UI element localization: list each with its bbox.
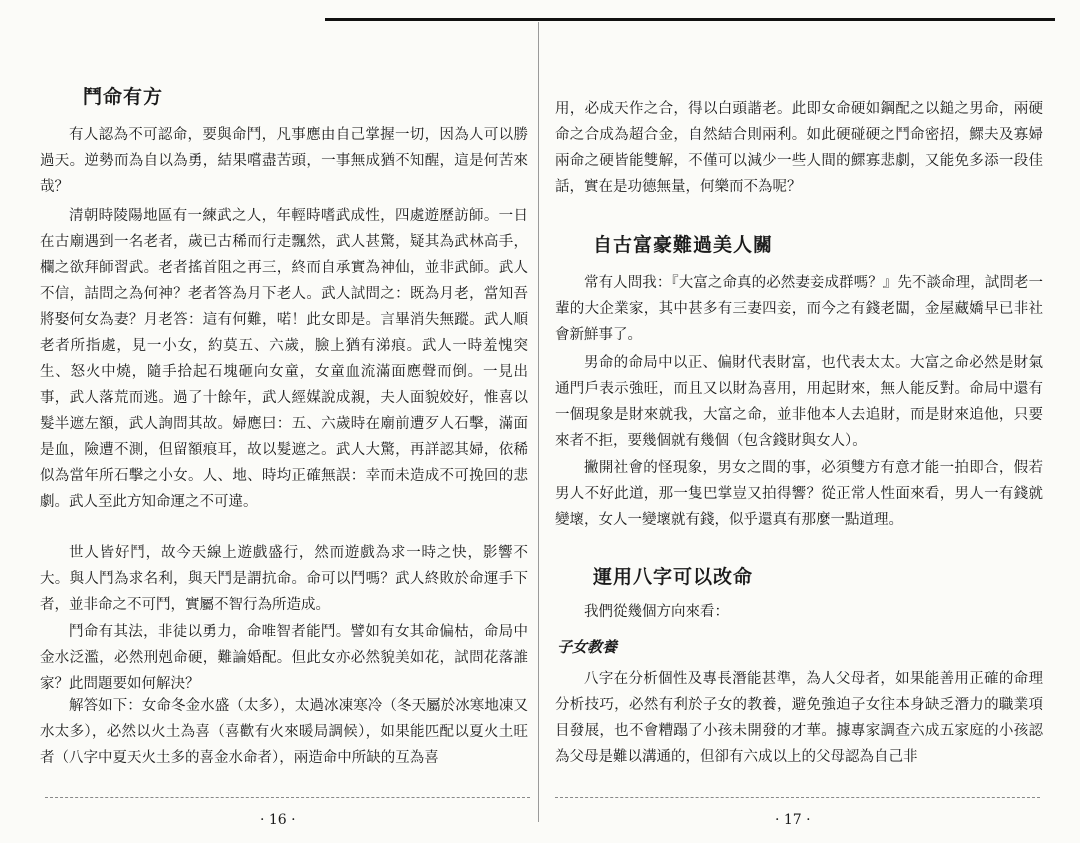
section1-paragraph-1: 常有人問我：『大富之命真的必然妻妾成群嗎？』先不談命理，試問老一輩的大企業家，其中甚多有三妻四妾，而今之有錢老闆，金屋藏嬌早已非社會新鮮事了。: [555, 275, 1043, 343]
left-paragraph-5: 解答如下：女命冬金水盛（太多），太過冰凍寒冷（冬天屬於冰寒地凍又水太多），必然以火土為喜（喜歡有火來暖局調候），如果能匹配以夏火土旺者（八字中夏天火土多的喜金水命者），兩造命中所缺的互為喜: [40, 698, 528, 766]
left-paragraph-2: 清朝時陵陽地區有一練武之人，年輕時嗜武成性，四處遊歷訪師。一日在古廟遇到一名老者，歲已古稀而行走飄然，武人甚驚，疑其為武林高手，欄之欲拜師習武。老者搖首阻之再三，終而自承實為神仙，並非武師。武人不信，詰問之為何神？老者答為月下老人。武人試問之：既為月老，當知吾將娶何女為妻？月老答：這有何難，喏！此女即是。言畢消失無蹤。武人順老者所指處，見一小女，約莫五、六歲，臉上猶有涕痕。武人一時羞愧突生、怒火中燒，隨手拾起石塊砸向女童，女童血流滿面應聲而倒。一見出事，武人落荒而逃。過了十餘年，武人經媒說成親，夫人面貌姣好，惟喜以髮半遮左額，武人詢問其故。婦應曰：五、六歲時在廟前遭歹人石擊，滿面是血，險遭不測，但留額痕耳，故以髮遮之。武人大驚，再詳認其婦，依稀似為當年所石擊之小女。人、地、時均正確無誤：幸而未造成不可挽回的悲劇。武人至此方知命運之不可違。: [40, 208, 528, 510]
right-page-number: · 17 ·: [775, 812, 811, 828]
left-paragraph-4: 鬥命有其法，非徒以勇力，命唯智者能鬥。譬如有女其命偏枯，命局中金水泛濫，必然刑剋命硬，難論婚配。但此女亦必然貌美如花，試問花落誰家？此問題要如何解決？: [40, 624, 528, 692]
section2-heading: 運用八字可以改命: [593, 566, 754, 588]
subsection-heading: 子女教養: [557, 638, 618, 656]
section2-intro: 我們從幾個方向來看：: [584, 604, 729, 620]
section1-paragraph-3: 撇開社會的怪現象，男女之間的事，必須雙方有意才能一拍即合，假若男人不好此道，那一隻巴掌豈又拍得響？從正常人性面來看，男人一有錢就變壞，女人一變壞就有錢，似乎還真有那麼一點道理。: [555, 460, 1043, 528]
section1-heading: 自古富豪難過美人關: [593, 234, 774, 256]
section1-paragraph-2: 男命的命局中以正、偏財代表財富，也代表太太。大富之命必然是財氣通門戶表示強旺，而且又以財為喜用，用起財來，無人能反對。命局中還有一個現象是財來就我，大富之命，並非他本人去追財，而是財來追他，只要來者不拒，要幾個就有幾個（包含錢財與女人）。: [555, 355, 1043, 449]
left-page-number: · 16 ·: [260, 812, 296, 828]
book-spine: [538, 22, 539, 822]
right-continuation-paragraph: 用，必成天作之合，得以白頭諧老。此即女命硬如鋼配之以鎚之男命，兩硬命之合成為超合金，自然結合則兩利。如此硬碰硬之鬥命密招，鰥夫及寡婦兩命之硬皆能雙解，不僅可以減少一些人間的鰥寡悲劇，又能免多添一段佳話，實在是功德無量，何樂而不為呢？: [555, 101, 1043, 195]
left-paragraph-1: 有人認為不可認命，要與命鬥，凡事應由自己掌握一切，因為人可以勝過天。逆勢而為自以為勇，結果嚐盡苦頭，一事無成猶不知醒，這是何苦來哉？: [40, 127, 528, 195]
section2-paragraph: 八字在分析個性及專長潛能甚準，為人父母者，如果能善用正確的命理分析技巧，必然有利於子女的教養，避免強迫子女往本身缺乏潛力的職業項目發展，也不會糟蹋了小孩未開發的才華。據專家調查六成五家庭的小孩認為父母是難以溝通的，但卻有六成以上的父母認為自己非: [555, 671, 1043, 765]
left-heading: 鬥命有方: [83, 86, 164, 108]
right-footer-rule: [555, 797, 1040, 799]
left-footer-rule: [45, 797, 530, 799]
left-paragraph-3: 世人皆好鬥，故今天線上遊戲盛行，然而遊戲為求一時之快，影響不大。與人鬥為求名利，與天鬥是謂抗命。命可以鬥嗎？武人終敗於命運手下者，並非命之不可鬥，實屬不智行為所造成。: [40, 545, 528, 613]
top-rule: [325, 18, 1055, 21]
